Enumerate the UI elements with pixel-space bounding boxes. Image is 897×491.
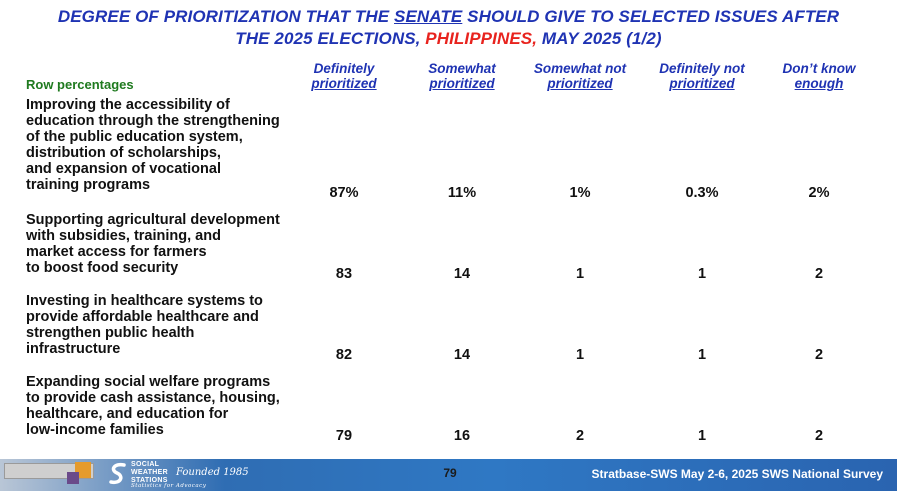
table-cell-value: 87%: [329, 185, 359, 201]
survey-source: Stratbase-SWS May 2-6, 2025 SWS National Survey: [591, 467, 883, 481]
table-cell-value: 79: [335, 428, 353, 444]
title-country: PHILIPPINES,: [425, 29, 538, 48]
sws-logo-icon: [108, 462, 128, 486]
column-header-line-1: Definitely not: [659, 61, 745, 76]
column-header-line-2: prioritized: [547, 76, 613, 91]
issue-label: Improving the accessibility of education through the strengthening of the public education system, distribution of scholarships, and expansion of vocational training programs: [26, 97, 280, 193]
title-senate: SENATE: [394, 7, 463, 26]
sws-name-line-3: STATIONS: [131, 477, 168, 484]
table-cell-value: 1: [697, 347, 707, 363]
column-header: [407, 61, 517, 91]
chart-title-line-1: [0, 6, 897, 28]
issue-label: Expanding social welfare programs to provide cash assistance, housing, healthcare, and education for low-income families: [26, 374, 280, 438]
table-cell-value: 16: [453, 428, 471, 444]
row-percentages-label: Row percentages: [26, 77, 134, 92]
title-text-2: SHOULD GIVE TO SELECTED ISSUES AFTER: [462, 7, 840, 26]
founded-text: Founded 1985: [176, 467, 249, 478]
column-header-line-2: enough: [794, 76, 844, 91]
column-header: [289, 61, 399, 91]
sws-name-line-1: SOCIAL: [131, 461, 160, 468]
page-number: 79: [443, 466, 457, 480]
logo-purple-square: [67, 472, 79, 484]
column-header-line-1: Somewhat: [428, 61, 496, 76]
sws-tagline: Statistics for Advocacy: [131, 483, 207, 489]
table-cell-value: 1%: [569, 185, 591, 201]
title-text-1: DEGREE OF PRIORITIZATION THAT THE: [57, 7, 395, 26]
column-header-line-1: Definitely: [313, 61, 375, 76]
table-cell-value: 82: [335, 347, 353, 363]
table-cell-value: 1: [575, 266, 585, 282]
sws-name: [131, 461, 168, 485]
table-cell-value: 83: [335, 266, 353, 282]
column-header-line-1: Somewhat not: [533, 61, 627, 76]
column-header: [647, 61, 757, 91]
column-header-line-2: prioritized: [429, 76, 495, 91]
table-cell-value: 0.3%: [685, 185, 719, 201]
table-cell-value: 14: [453, 347, 471, 363]
column-header: [764, 61, 874, 91]
table-cell-value: 11%: [447, 185, 477, 201]
stratbase-logo: [4, 463, 94, 479]
issue-label: Supporting agricultural development with subsidies, training, and market access for farmers to boost food security: [26, 212, 280, 276]
table-cell-value: 2: [575, 428, 585, 444]
column-header: [525, 61, 635, 91]
chart-title: [0, 6, 897, 50]
table-cell-value: 2%: [808, 185, 830, 201]
column-header-line-1: Don’t know: [782, 61, 856, 76]
column-header-line-2: prioritized: [311, 76, 377, 91]
table-cell-value: 1: [697, 428, 707, 444]
title-text-3: THE 2025 ELECTIONS,: [235, 29, 426, 48]
issue-label: Investing in healthcare systems to provide affordable healthcare and strengthen public health infrastructure: [26, 293, 263, 357]
sws-name-line-2: WEATHER: [131, 469, 168, 476]
table-cell-value: 14: [453, 266, 471, 282]
table-cell-value: 2: [814, 347, 824, 363]
table-cell-value: 1: [575, 347, 585, 363]
table-cell-value: 2: [814, 266, 824, 282]
title-text-4: MAY 2025 (1/2): [537, 29, 662, 48]
table-cell-value: 2: [814, 428, 824, 444]
table-cell-value: 1: [697, 266, 707, 282]
chart-title-line-2: [0, 28, 897, 50]
column-header-line-2: prioritized: [669, 76, 735, 91]
